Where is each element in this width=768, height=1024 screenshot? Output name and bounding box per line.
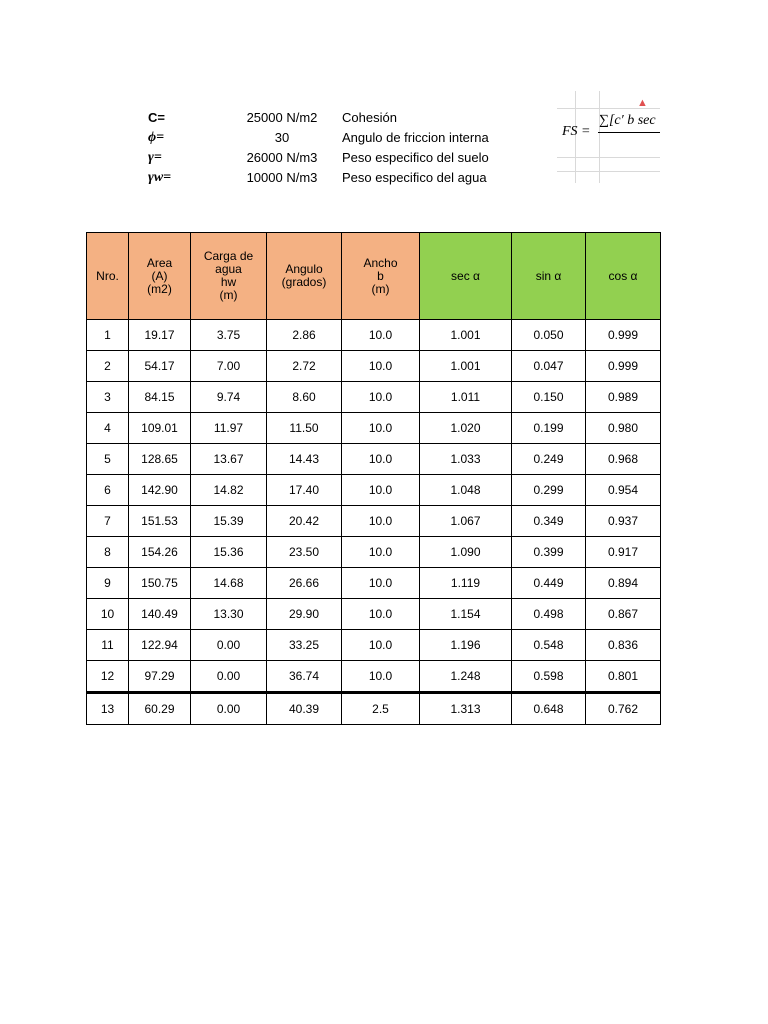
table-cell: 10: [87, 599, 129, 630]
header-water-head: Carga de agua hw (m): [191, 233, 267, 320]
table-row: [87, 537, 661, 568]
header-angle: Angulo (grados): [267, 233, 342, 320]
table-cell: 1.067: [420, 506, 512, 537]
param-value: 25000 N/m2: [246, 110, 318, 125]
table-cell: 1: [87, 320, 129, 351]
table-cell: 1.119: [420, 568, 512, 599]
table-cell: 26.66: [267, 568, 342, 599]
table-cell: 0.00: [191, 661, 267, 693]
table-row: [87, 351, 661, 382]
table-row: [87, 568, 661, 599]
header-width: Ancho b (m): [342, 233, 420, 320]
table-cell: 4: [87, 413, 129, 444]
table-cell: 142.90: [129, 475, 191, 506]
param-symbol: γ=: [148, 150, 162, 165]
table-cell: 36.74: [267, 661, 342, 693]
param-value: 30: [274, 130, 290, 145]
table-cell: 10.0: [342, 444, 420, 475]
param-description: Cohesión: [342, 110, 397, 125]
table-cell: 0.937: [586, 506, 661, 537]
table-cell: 9.74: [191, 382, 267, 413]
table-cell: 19.17: [129, 320, 191, 351]
table-cell: 0.999: [586, 320, 661, 351]
table-cell: 0.399: [512, 537, 586, 568]
table-cell: 10.0: [342, 475, 420, 506]
table-row: [87, 382, 661, 413]
table-row: [87, 693, 661, 725]
param-symbol: ϕ=: [148, 130, 165, 145]
table-cell: 10.0: [342, 506, 420, 537]
table-cell: 10.0: [342, 320, 420, 351]
table-cell: 1.154: [420, 599, 512, 630]
table-row: [87, 506, 661, 537]
table-cell: 122.94: [129, 630, 191, 661]
header-cos-alpha: cos α: [586, 233, 661, 320]
table-cell: 84.15: [129, 382, 191, 413]
table-body: [87, 320, 661, 725]
table-cell: 10.0: [342, 630, 420, 661]
table-cell: 29.90: [267, 599, 342, 630]
table-cell: 150.75: [129, 568, 191, 599]
table-cell: 8.60: [267, 382, 342, 413]
table-cell: 0.047: [512, 351, 586, 382]
table-cell: 0.954: [586, 475, 661, 506]
table-cell: 0.349: [512, 506, 586, 537]
table-cell: 0.150: [512, 382, 586, 413]
table-cell: 2: [87, 351, 129, 382]
table-cell: 1.001: [420, 320, 512, 351]
table-row: [87, 444, 661, 475]
table-cell: 0.894: [586, 568, 661, 599]
table-row: [87, 413, 661, 444]
table-cell: 10.0: [342, 599, 420, 630]
table-cell: 20.42: [267, 506, 342, 537]
table-cell: 10.0: [342, 351, 420, 382]
table-header-row: [87, 233, 661, 320]
table-row: [87, 661, 661, 693]
table-cell: 3.75: [191, 320, 267, 351]
table-cell: 0.836: [586, 630, 661, 661]
table-cell: 0.249: [512, 444, 586, 475]
caret-up-icon: ▲: [637, 97, 648, 109]
table-cell: 0.449: [512, 568, 586, 599]
table-cell: 6: [87, 475, 129, 506]
table-cell: 33.25: [267, 630, 342, 661]
table-cell: 0.989: [586, 382, 661, 413]
table-row: [87, 630, 661, 661]
table-cell: 0.00: [191, 630, 267, 661]
table-cell: 15.36: [191, 537, 267, 568]
table-cell: 2.86: [267, 320, 342, 351]
table-cell: 10.0: [342, 382, 420, 413]
table-cell: 7.00: [191, 351, 267, 382]
table-cell: 0.299: [512, 475, 586, 506]
table-cell: 14.82: [191, 475, 267, 506]
table-cell: 12: [87, 661, 129, 693]
table-cell: 97.29: [129, 661, 191, 693]
table-cell: 8: [87, 537, 129, 568]
table-cell: 13.30: [191, 599, 267, 630]
header-sin-alpha: sin α: [512, 233, 586, 320]
table-cell: 151.53: [129, 506, 191, 537]
formula-numerator: ∑[c′ b sec: [599, 113, 656, 128]
table-cell: 1.248: [420, 661, 512, 693]
table-row: [87, 475, 661, 506]
table-cell: 0.598: [512, 661, 586, 693]
table-cell: 0.648: [512, 693, 586, 725]
table-cell: 1.011: [420, 382, 512, 413]
table-cell: 10.0: [342, 413, 420, 444]
table-cell: 10.0: [342, 661, 420, 693]
fraction-line: [598, 132, 660, 133]
table-cell: 0.498: [512, 599, 586, 630]
table-cell: 109.01: [129, 413, 191, 444]
table-cell: 1.020: [420, 413, 512, 444]
table-cell: 13.67: [191, 444, 267, 475]
table-cell: 128.65: [129, 444, 191, 475]
table-cell: 0.867: [586, 599, 661, 630]
table-cell: 40.39: [267, 693, 342, 725]
formula-lhs: FS =: [562, 124, 591, 139]
param-value: 10000 N/m3: [246, 170, 318, 185]
table-cell: 13: [87, 693, 129, 725]
table-cell: 17.40: [267, 475, 342, 506]
table-row: [87, 599, 661, 630]
table-cell: 154.26: [129, 537, 191, 568]
slices-table: [86, 232, 661, 725]
table-cell: 0.917: [586, 537, 661, 568]
table-cell: 7: [87, 506, 129, 537]
table-cell: 0.050: [512, 320, 586, 351]
table-cell: 14.68: [191, 568, 267, 599]
table-cell: 14.43: [267, 444, 342, 475]
table-cell: 54.17: [129, 351, 191, 382]
header-sec-alpha: sec α: [420, 233, 512, 320]
param-description: Angulo de friccion interna: [342, 130, 489, 145]
table-cell: 3: [87, 382, 129, 413]
fs-formula-image: [557, 91, 660, 183]
table-cell: 5: [87, 444, 129, 475]
header-nro: Nro.: [87, 233, 129, 320]
param-symbol: C=: [148, 110, 165, 125]
header-area: Area (A) (m2): [129, 233, 191, 320]
table-cell: 0.548: [512, 630, 586, 661]
table-cell: 0.199: [512, 413, 586, 444]
param-description: Peso especifico del agua: [342, 170, 487, 185]
table-cell: 10.0: [342, 537, 420, 568]
table-cell: 10.0: [342, 568, 420, 599]
table-cell: 11.97: [191, 413, 267, 444]
table-cell: 23.50: [267, 537, 342, 568]
table-cell: 1.001: [420, 351, 512, 382]
table-cell: 1.196: [420, 630, 512, 661]
table-cell: 140.49: [129, 599, 191, 630]
table-cell: 11.50: [267, 413, 342, 444]
table-cell: 1.048: [420, 475, 512, 506]
table-cell: 0.999: [586, 351, 661, 382]
table-cell: 2.72: [267, 351, 342, 382]
table-cell: 0.968: [586, 444, 661, 475]
table-cell: 9: [87, 568, 129, 599]
table-cell: 1.090: [420, 537, 512, 568]
table-row: [87, 320, 661, 351]
param-symbol: γw=: [148, 170, 172, 185]
table-cell: 11: [87, 630, 129, 661]
table-cell: 0.762: [586, 693, 661, 725]
param-description: Peso especifico del suelo: [342, 150, 489, 165]
table-cell: 15.39: [191, 506, 267, 537]
table-cell: 2.5: [342, 693, 420, 725]
table-cell: 60.29: [129, 693, 191, 725]
table-cell: 0.980: [586, 413, 661, 444]
table-cell: 1.033: [420, 444, 512, 475]
table-cell: 1.313: [420, 693, 512, 725]
table-cell: 0.801: [586, 661, 661, 693]
param-value: 26000 N/m3: [246, 150, 318, 165]
table-cell: 0.00: [191, 693, 267, 725]
